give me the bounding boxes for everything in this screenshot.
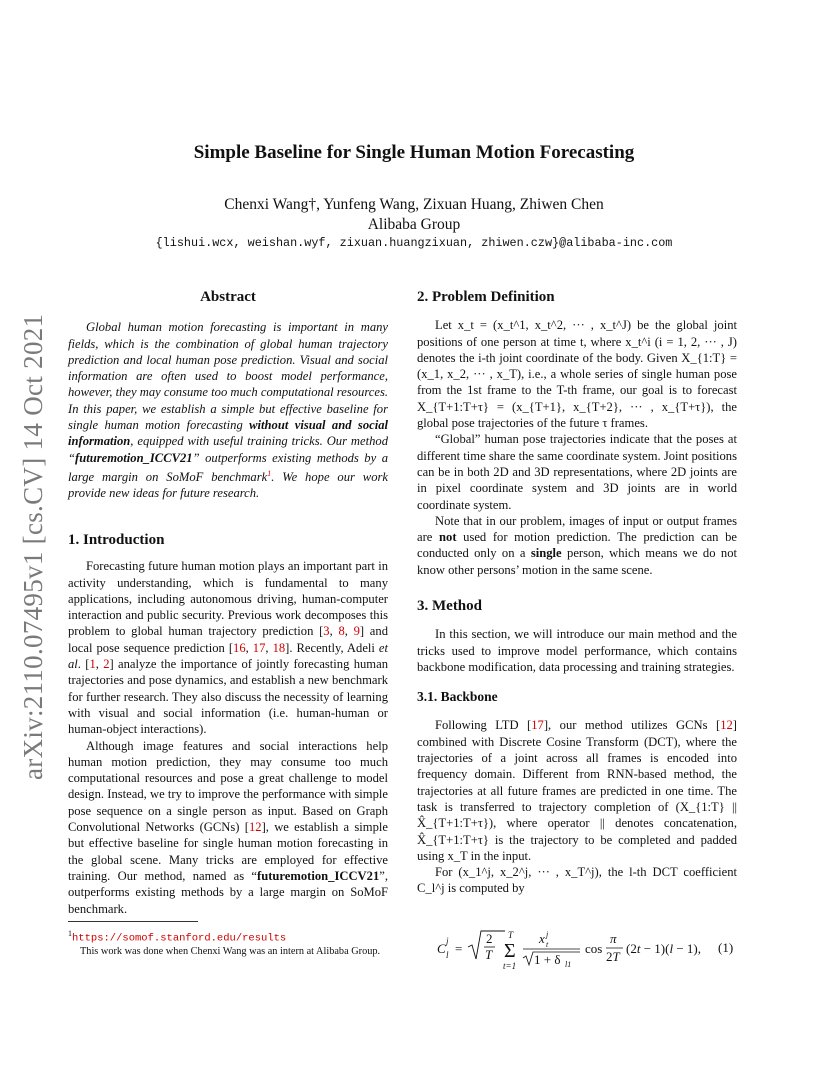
method-text: ] combined with Discrete Cosine Transform (DCT), where the trajectories of a joint across all frames is encoded into frequency domain. Different from RNN-based method, the trajectories at all future frames are predicted in one time. The task is transferred to trajectory completion of (X_{1:T} || X̂_{T+1:T+τ}), where operator || denotes concatenation, X̂_{T+1:T+τ} is the trajectory to be completed and padded using x_T in the input. xyxy=(417,718,737,863)
problem-paragraph-3 xyxy=(417,513,737,578)
svg-text:Σ: Σ xyxy=(504,940,516,962)
svg-text:T: T xyxy=(485,947,493,962)
citation-link[interactable]: 12 xyxy=(248,820,262,835)
paper-title: Simple Baseline for Single Human Motion Forecasting xyxy=(193,142,635,163)
svg-text:t: t xyxy=(546,940,549,949)
problem-text: person, which means we do not know other persons’ motion in the same scene. xyxy=(417,546,737,577)
svg-text:l1: l1 xyxy=(565,960,572,969)
dct-equation xyxy=(435,925,740,975)
abstract-text-4: . We hope our work provide new ideas for future research. xyxy=(68,470,388,501)
equation-number: (1) xyxy=(718,940,734,955)
intro-text: Although image features and social interactions help human motion prediction, they may consume too much computational resources and pose a great challenge to model design. Instead, we try to improve the performance with simple pose sequence on a single person as input. Based on Graph Convolutional Networks (GCNs) [ xyxy=(68,738,388,835)
footnote-mark: 1 xyxy=(68,929,72,938)
abstract-text-2: , equipped with useful training tricks. Our method “ xyxy=(68,434,388,465)
citation-link[interactable]: 16 xyxy=(233,640,246,655)
svg-text:C: C xyxy=(437,941,446,956)
intro-paragraph-1: Forecasting future human motion plays an important part in activity understanding, which is fundamental to many applications, including autonomous driving, human-computer interaction and public security. Previous work decomposes this problem to global human trajectory prediction [3, 8, 9] and local pose sequence prediction [16, 17, 18]. Recently, Adeli et al. [1, 2] analyze the importance of jointly forecasting human trajectories and pose dynamics, and establish a new benchmark for further research. They also discuss the necessity of learning with visual and social information (i.e. human-human or human-object interactions). xyxy=(68,559,389,737)
intro-paragraph-2 xyxy=(68,738,388,917)
citation-link[interactable]: 1 xyxy=(89,657,96,672)
method-text: ], our method utilizes GCNs [ xyxy=(543,718,721,733)
backbone-heading: 3.1. Backbone xyxy=(417,689,498,705)
svg-text:2T: 2T xyxy=(606,949,620,964)
citation-link[interactable]: 9 xyxy=(353,624,360,639)
abstract-bold-1: without visual and social information xyxy=(68,418,389,449)
problem-text: used for motion prediction. The prediction can be conducted only on a xyxy=(417,530,737,561)
intro-text: ] and local pose sequence prediction [ xyxy=(68,624,388,655)
problem-section xyxy=(417,289,737,578)
abstract-text-3: ” outperforms existing methods by a large margin on SoMoF benchmark xyxy=(68,450,388,485)
abstract-heading: Abstract xyxy=(200,289,256,305)
intro-text: ] analyze the importance of jointly forecasting human trajectories and pose dynamics, and establish a new benchmark for further research. They also discuss the necessity of learning with visual and social information (i.e. human-human or human-object interactions). xyxy=(68,657,388,737)
method-text: Following LTD [ xyxy=(435,718,532,733)
citation-link[interactable]: 2 xyxy=(103,657,110,672)
intro-text: . [ xyxy=(77,657,90,672)
method-paragraph-2 xyxy=(417,717,737,864)
svg-text:π: π xyxy=(610,931,617,946)
footnote-url-link[interactable]: https://somof.stanford.edu/results xyxy=(72,932,287,945)
problem-heading: 2. Problem Definition xyxy=(417,289,555,305)
svg-text:j: j xyxy=(446,936,449,946)
intro-text: ]. Recently, Adeli xyxy=(285,640,379,655)
intro-heading: 1. Introduction xyxy=(68,532,165,548)
author-names: Chenxi Wang†, Yunfeng Wang, Zixuan Huang, Zhiwen Chen xyxy=(224,196,604,213)
arxiv-side-label: arXiv:2110.07495v1 [cs.CV] 14 Oct 2021 xyxy=(18,313,48,780)
author-emails: {lishui.wcx, weishan.wyf, zixuan.huangzixuan, zhiwen.czw}@alibaba-inc.com xyxy=(155,236,673,250)
abstract-bold-2: futuremotion_ICCV21 xyxy=(75,450,193,465)
intro-text: ”, outperforms existing methods by a large margin on SoMoF benchmark. xyxy=(68,868,388,916)
citation-link[interactable]: 8 xyxy=(338,624,345,639)
svg-text:(2t − 1)(l − 1),: (2t − 1)(l − 1), xyxy=(626,941,702,956)
svg-text:x: x xyxy=(539,931,545,946)
method-paragraph-1: In this section, we will introduce our main method and the tricks used to improve model performance, which contains backbone modification, data processing and training strategies. xyxy=(417,627,737,674)
footnote-rule xyxy=(68,921,198,922)
abstract-text xyxy=(68,319,388,501)
citation-link[interactable]: 17 xyxy=(531,718,544,733)
svg-text:l: l xyxy=(446,950,449,960)
citation-link[interactable]: 18 xyxy=(272,640,286,655)
dct-equation-graphic xyxy=(435,925,740,975)
problem-bold: not xyxy=(439,530,457,545)
footnote-ref[interactable]: 1 xyxy=(267,468,272,478)
intro-section xyxy=(68,532,388,917)
svg-text:2: 2 xyxy=(486,931,493,946)
method-paragraph-3: For (x_1^j, x_2^j, ··· , x_T^j), the l-th DCT coefficient C_l^j is computed by xyxy=(417,865,737,896)
problem-paragraph-1: Let x_t = (x_t^1, x_t^2, ··· , x_t^J) be the global joint positions of one person at time t, where x_t^i (i = 1, 2, ··· , J) denotes the i-th joint coordinate of the body. Given X_{1:T} = (x_1, x_2, ··· , x_T), i.e., a whole series of single human pose from the 1st frame to the T-th frame, our goal is to forecast X_{T+1:T+τ} = (x_{T+1}, x_{T+2}, ··· , x_{T+τ}), the global pose trajectories of the future τ frames. xyxy=(417,318,737,431)
abstract-section xyxy=(68,289,388,502)
footnote-2: This work was done when Chenxi Wang was an intern at Alibaba Group. xyxy=(80,946,381,958)
svg-text:cos: cos xyxy=(585,941,603,956)
svg-text:=: = xyxy=(455,941,463,956)
problem-bold: single xyxy=(530,546,562,561)
svg-text:t=1: t=1 xyxy=(503,961,517,971)
citation-link[interactable]: 17 xyxy=(252,640,266,655)
footnotes xyxy=(68,927,398,958)
affiliation: Alibaba Group xyxy=(367,216,461,233)
citation-link[interactable]: 3 xyxy=(323,624,330,639)
footnote-1 xyxy=(68,927,398,945)
intro-text: ], we establish a simple but effective baseline for single human motion forecasting in the global scene. Many tricks are employed for effective training. Our method, named as “ xyxy=(68,820,388,883)
problem-text: Note that in our problem, images of input or output frames are xyxy=(417,513,737,545)
abstract-text-1: Global human motion forecasting is important in many fields, which is the combination of global human trajectory prediction and local human pose prediction. Visual and social information are often used to boost model performance, however, they may consume too much computational resources. In this paper, we establish a simple but effective baseline for single human motion forecasting xyxy=(68,320,388,433)
method-name-bold: futuremotion_ICCV21 xyxy=(257,868,380,883)
intro-etal: et al xyxy=(68,640,389,672)
citation-link[interactable]: 12 xyxy=(720,718,733,733)
intro-text: Forecasting future human motion plays an important part in activity understanding, which is fundamental to many applications, including autonomous driving, human-computer interaction and public security. Previous work decomposes this problem to global human trajectory prediction [ xyxy=(68,559,388,639)
problem-paragraph-2: “Global” human pose trajectories indicate that the poses at different time share the same coordinate system. Joint positions can be in both 2D and 3D representations, where 2D joints are in pixel coordinate system and 3D joints are in world coordinate system. xyxy=(417,432,737,512)
svg-text:1 + δ: 1 + δ xyxy=(534,952,561,967)
method-section xyxy=(417,598,737,897)
svg-text:T: T xyxy=(508,930,514,940)
author-block xyxy=(0,195,828,235)
svg-text:j: j xyxy=(546,930,549,939)
method-heading: 3. Method xyxy=(417,598,482,614)
